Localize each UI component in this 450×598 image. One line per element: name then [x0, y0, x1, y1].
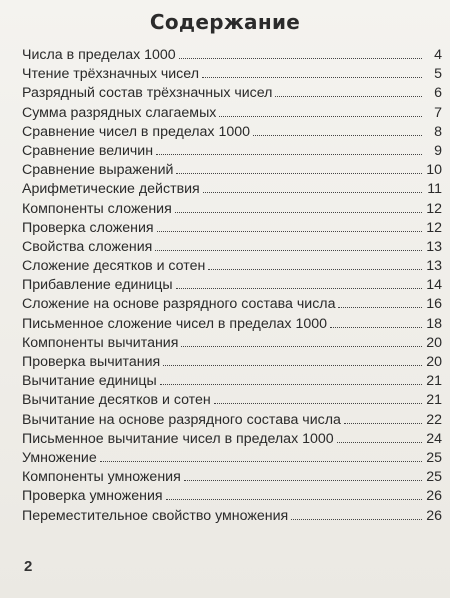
toc-entry-title: Компоненты вычитания	[22, 334, 179, 351]
toc-entry-page: 26	[426, 488, 442, 505]
toc-entry-page: 25	[426, 469, 442, 486]
toc-entry-title: Сравнение чисел в пределах 1000	[22, 123, 251, 140]
toc-entry	[22, 161, 442, 180]
toc-entry-title: Прибавление единицы	[22, 277, 173, 294]
dot-leader	[100, 460, 422, 462]
toc-entry	[22, 295, 442, 314]
toc-entry-title: Письменное вычитание чисел в пределах 1000	[22, 430, 334, 447]
page-title: Содержание	[149, 10, 301, 34]
toc-entry	[22, 238, 442, 257]
toc-entry-page: 12	[426, 219, 442, 236]
dot-leader	[337, 441, 422, 443]
table-of-contents	[22, 46, 442, 526]
toc-entry-page: 8	[434, 123, 442, 140]
dot-leader	[344, 422, 422, 424]
toc-entry	[22, 372, 442, 391]
toc-entry	[22, 411, 442, 430]
toc-entry-title: Арифметические действия	[22, 181, 200, 198]
toc-entry-title: Компоненты умножения	[22, 469, 181, 486]
toc-entry-title: Числа в пределах 1000	[22, 47, 176, 63]
toc-entry-page: 21	[426, 392, 442, 409]
toc-entry-title: Вычитание на основе разрядного состава числа	[22, 411, 341, 428]
dot-leader	[163, 364, 422, 366]
toc-entry-page: 9	[434, 142, 442, 159]
toc-entry	[22, 65, 442, 84]
toc-entry	[22, 353, 442, 372]
toc-entry	[22, 257, 442, 276]
toc-entry-title: Умножение	[22, 449, 97, 466]
dot-leader	[176, 287, 422, 289]
page-number: 2	[24, 558, 33, 575]
toc-entry-title: Сложение десятков и сотен	[22, 258, 206, 275]
toc-entry-title: Сумма разрядных слагаемых	[22, 104, 217, 121]
toc-entry	[22, 487, 442, 506]
toc-entry-page: 20	[426, 334, 442, 351]
toc-entry	[22, 84, 442, 103]
toc-entry-title: Компоненты сложения	[22, 200, 172, 217]
toc-entry-title: Проверка умножения	[22, 488, 163, 505]
toc-entry	[22, 391, 442, 410]
dot-leader	[275, 95, 422, 97]
toc-entry-page: 14	[426, 277, 442, 294]
toc-entry	[22, 468, 442, 487]
toc-entry-page: 10	[426, 162, 442, 179]
dot-leader	[166, 498, 422, 500]
dot-leader	[184, 479, 422, 481]
toc-entry-title: Проверка сложения	[22, 219, 154, 236]
dot-leader	[160, 383, 422, 385]
dot-leader	[330, 326, 422, 328]
toc-entry-page: 11	[427, 181, 442, 198]
toc-entry-title: Вычитание десятков и сотен	[22, 392, 211, 409]
toc-entry-title: Проверка вычитания	[22, 354, 161, 370]
toc-entry	[22, 142, 442, 161]
toc-entry-page: 18	[426, 315, 442, 332]
dot-leader	[176, 172, 422, 174]
dot-leader	[203, 191, 422, 193]
toc-entry-title: Сложение на основе разрядного состава числа	[22, 296, 336, 313]
toc-entry-title: Чтение трёхзначных чисел	[22, 66, 199, 83]
toc-entry-page: 20	[426, 354, 442, 370]
toc-entry	[22, 104, 442, 123]
toc-entry-title: Вычитание единицы	[22, 373, 157, 390]
toc-entry	[22, 123, 442, 142]
toc-entry-page: 4	[434, 47, 442, 63]
toc-entry-title: Сравнение выражений	[22, 162, 174, 179]
toc-entry	[22, 219, 442, 238]
dot-leader	[179, 57, 422, 59]
toc-entry	[22, 449, 442, 468]
toc-entry-page: 21	[426, 373, 442, 390]
toc-entry-page: 7	[434, 104, 442, 121]
toc-entry-page: 13	[426, 238, 442, 255]
toc-entry-title: Переместительное свойство умножения	[22, 507, 289, 524]
dot-leader	[338, 306, 422, 308]
toc-entry-title: Свойства сложения	[22, 238, 153, 255]
toc-entry-page: 16	[426, 296, 442, 313]
toc-entry-title: Сравнение величин	[22, 142, 154, 159]
toc-entry-page: 6	[434, 85, 442, 102]
toc-entry-page: 12	[426, 200, 442, 217]
dot-leader	[208, 268, 422, 270]
toc-entry-page: 22	[426, 411, 442, 428]
toc-entry	[22, 507, 442, 526]
dot-leader	[253, 134, 422, 136]
toc-entry	[22, 430, 442, 449]
dot-leader	[291, 518, 422, 520]
toc-entry-page: 26	[426, 507, 442, 524]
dot-leader	[219, 115, 422, 117]
toc-entry	[22, 180, 442, 199]
dot-leader	[202, 76, 422, 78]
toc-entry-page: 5	[434, 66, 442, 83]
dot-leader	[156, 153, 422, 155]
toc-entry-title: Письменное сложение чисел в пределах 1000	[22, 315, 328, 332]
toc-entry	[22, 276, 442, 295]
dot-leader	[157, 230, 422, 232]
toc-entry	[22, 315, 442, 334]
toc-entry	[22, 334, 442, 353]
toc-entry-title: Разрядный состав трёхзначных чисел	[22, 85, 273, 102]
dot-leader	[155, 249, 422, 251]
toc-entry	[22, 200, 442, 219]
dot-leader	[181, 345, 422, 347]
toc-entry-page: 24	[426, 430, 442, 447]
toc-entry-page: 25	[426, 449, 442, 466]
dot-leader	[214, 402, 422, 404]
toc-entry	[22, 46, 442, 65]
dot-leader	[175, 211, 422, 213]
toc-entry-page: 13	[426, 258, 442, 275]
